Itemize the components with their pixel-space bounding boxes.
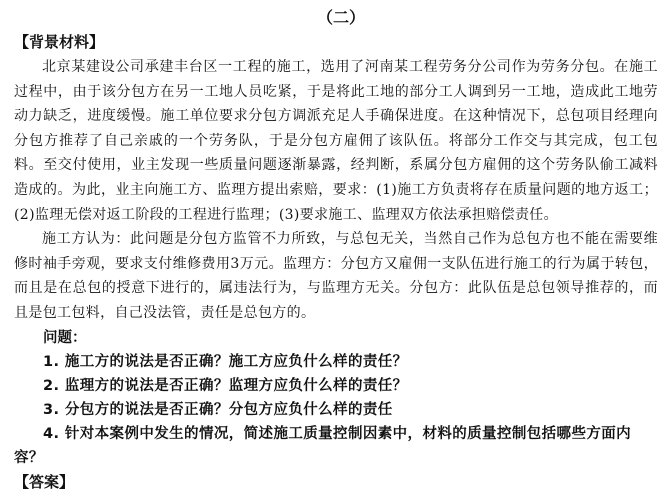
answer-heading: 【答案】: [14, 472, 75, 491]
background-paragraph: 北京某建设公司承建丰台区一工程的施工，选用了河南某工程劳务分公司作为劳务分包。在施工过程中，由于该分包方在另一工地人员吃紧，于是将此工地的部分工人调到另一工地，造成此工地劳动力缺乏，进度缓慢。施工单位要求分包方调派充足人手确保进度。在这种情况下，总包项目经理向分包方推荐了自己亲戚的一个劳务队，于是分包方雇佣了该队伍。将部分工作交与其完成，包工包料。至交付使用，业主发现一些质量问题逐渐暴露，经判断，系属分包方雇佣的这个劳务队偷工减料造成的。为此，业主向施工方、监理方提出索赔，要求：(1)施工方负责将存在质量问题的地方返工；(2)监理无偿对返工阶段的工程进行监理；(3)要求施工、监理双方依法承担赔偿责任。: [14, 59, 658, 223]
questions-label: 问题：: [43, 329, 87, 346]
section-title: （二）: [316, 8, 365, 27]
parties-opinions-paragraph: 施工方认为：此问题是分包方监管不力所致，与总包无关，当然自己作为总包方也不能在需要维修时袖手旁观，要求支付维修费用3万元。监理方：分包方又雇佣一支队伍进行施工的行为属于转包，而且是在总包的授意下进行的，属违法行为，与监理方无关。分包方：此队伍是总包领导推荐的，而且是包工包料，自己没法管，责任是总包方的。: [14, 231, 658, 321]
question-3: 3. 分包方的说法是否正确？分包方应负什么样的责任: [43, 401, 393, 418]
question-1: 1. 施工方的说法是否正确？施工方应负什么样的责任？: [43, 353, 408, 370]
question-2: 2. 监理方的说法是否正确？监理方应负什么样的责任？: [43, 377, 408, 394]
background-heading: 【背景材料】: [14, 33, 105, 51]
question-4: 4. 针对本案例中发生的情况，简述施工质量控制因素中，材料的质量控制包括哪些方面内容？: [14, 425, 632, 466]
